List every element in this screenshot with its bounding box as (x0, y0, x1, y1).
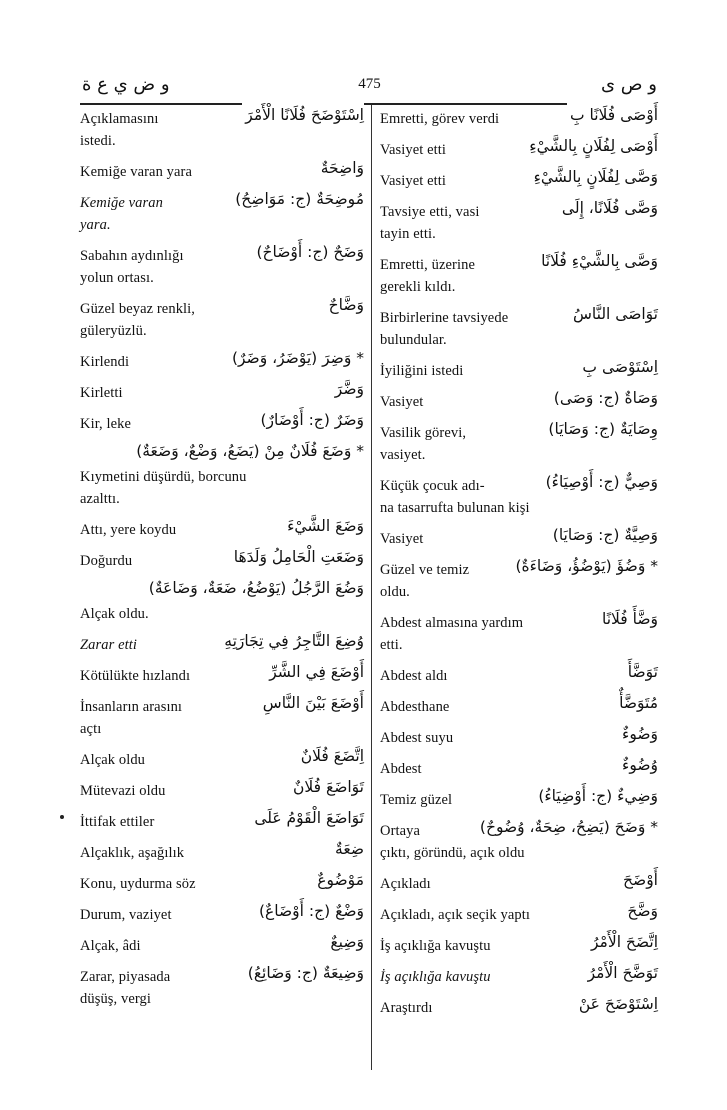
arabic-headword: مُتَوَضَّأٌ (616, 690, 658, 716)
arabic-headword: مَوْضُوعٌ (314, 867, 364, 893)
dictionary-entry (380, 108, 658, 130)
arabic-headword: تَوَاضَعَ الْقَوْمُ عَلَى (251, 805, 364, 831)
arabic-headword: * وَضَحَ (يَضِحُ، ضِحَةٌ، وُضُوحٌ) (477, 814, 658, 840)
arabic-headword: تَوَاصَى النَّاسُ (570, 301, 658, 327)
arabic-headword: وَضَعَ الشَّيْءَ (284, 513, 364, 539)
turkish-meaning: Mütevazi oldu (80, 783, 166, 799)
turkish-meaning: Abdest (380, 761, 422, 777)
dictionary-entry (80, 581, 364, 625)
dictionary-entry (80, 935, 364, 957)
turkish-meaning: açtı (80, 721, 102, 737)
arabic-headword: أَوْضَعَ فِي الشَّرِّ (266, 659, 364, 685)
arabic-headword: وَضَّحَ (624, 898, 658, 924)
turkish-meaning: Kötülükte hızlandı (80, 668, 191, 684)
arabic-headword: وُضِعَ التَّاجِرُ فِي تِجَارَتِهِ (221, 628, 364, 654)
turkish-meaning: Alçak, âdi (80, 938, 141, 954)
arabic-headword: * وَضِرَ (يَوْضَرُ، وَضَرٌ) (229, 345, 364, 371)
dictionary-entry (80, 904, 364, 926)
dictionary-entry (80, 665, 364, 687)
header-root-letters-left: و ض ي ع ة (82, 74, 170, 95)
dictionary-entry (380, 904, 658, 926)
turkish-meaning: Durum, vaziyet (80, 907, 172, 923)
turkish-meaning: düşüş, vergi (80, 991, 152, 1007)
column-divider (371, 105, 372, 1070)
dictionary-entry (80, 550, 364, 572)
turkish-meaning: Abdest aldı (380, 668, 448, 684)
dictionary-entry (80, 842, 364, 864)
arabic-headword: وَاضِحَةٌ (318, 155, 364, 181)
turkish-meaning: İş açıklığa kavuştu (380, 938, 491, 954)
turkish-meaning: İttifak ettiler (80, 814, 155, 830)
arabic-headword: وَضَعَتِ الْحَامِلُ وَلَدَهَا (231, 544, 364, 570)
dictionary-entry (380, 935, 658, 957)
dictionary-entry (380, 170, 658, 192)
turkish-meaning: Zarar, piyasada (80, 969, 171, 985)
turkish-meaning: tayin etti. (380, 226, 436, 242)
arabic-headword: أَوْضَحَ (620, 867, 658, 893)
arabic-headword: تَوَضَّحَ الْأَمْرُ (585, 960, 658, 986)
turkish-meaning: Sabahın aydınlığı (80, 248, 184, 264)
arabic-headword: وِصَايَةٌ (ج: وَصَايَا) (545, 416, 658, 442)
arabic-headword: وَضْعٌ (ج: أَوْضَاعٌ) (256, 898, 364, 924)
turkish-meaning: gerekli kıldı. (380, 279, 456, 295)
turkish-meaning: bulundular. (380, 332, 447, 348)
dictionary-entry (380, 612, 658, 656)
turkish-meaning: yara. (80, 217, 111, 233)
arabic-headword: اِسْتَوْضَحَ عَنْ (576, 991, 658, 1017)
turkish-meaning: Kir, leke (80, 416, 132, 432)
turkish-meaning: İnsanların arasını (80, 699, 183, 715)
turkish-meaning: Zarar etti (80, 637, 137, 653)
arabic-headword: وَضَّاحٌ (326, 292, 364, 318)
arabic-headword: وَضَّرَ (332, 376, 364, 402)
arabic-headword: وَضَّأَ فُلَانًا (599, 606, 658, 632)
arabic-headword: مُوضِحَةٌ (ج: مَوَاضِحُ) (232, 186, 364, 212)
turkish-meaning: Güzel ve temiz (380, 562, 470, 578)
turkish-meaning: Vasiyet (380, 531, 424, 547)
turkish-meaning: Açıklamasını (80, 111, 159, 127)
margin-mark (60, 815, 64, 819)
dictionary-entry (380, 727, 658, 749)
turkish-meaning: Kemiğe varan yara (80, 164, 193, 180)
arabic-headword: وَصِيٌّ (ج: أَوْصِيَاءُ) (543, 469, 658, 495)
dictionary-entry (380, 758, 658, 780)
turkish-meaning: oldu. (380, 584, 410, 600)
arabic-headword: * وَضَعَ فُلَانٌ مِنْ (يَضَعُ، وَضْعٌ، وَضَعَةٌ) (133, 438, 364, 464)
dictionary-entry (80, 298, 364, 342)
turkish-meaning: Vasiyet etti (380, 142, 447, 158)
turkish-meaning: Doğurdu (80, 553, 133, 569)
turkish-meaning: Ortaya (380, 823, 421, 839)
turkish-meaning: Araştırdı (380, 1000, 433, 1016)
dictionary-entry (380, 789, 658, 811)
turkish-meaning: Konu, uydurma söz (80, 876, 196, 892)
dictionary-entry (80, 382, 364, 404)
dictionary-entry (380, 139, 658, 161)
arabic-headword: وَضُعَ الرَّجُلُ (يَوْضُعُ، ضَعَةٌ، وَضَاعَةٌ) (146, 575, 364, 601)
arabic-headword: وَصَّى فُلَانًا، إِلَى (559, 195, 658, 221)
dictionary-entry (80, 811, 364, 833)
turkish-meaning: etti. (380, 637, 403, 653)
dictionary-entry (380, 966, 658, 988)
arabic-headword: وَضَحٌ (ج: أَوْضَاحٌ) (253, 239, 364, 265)
turkish-meaning: Kirlendi (80, 354, 130, 370)
arabic-headword: اِتَّضَعَ فُلَانٌ (298, 743, 364, 769)
dictionary-entry (80, 696, 364, 740)
turkish-meaning: İş açıklığa kavuştu (380, 969, 491, 985)
turkish-meaning: vasiyet. (380, 447, 426, 463)
turkish-meaning: Küçük çocuk adı- (380, 478, 485, 494)
page-header (82, 74, 657, 100)
arabic-headword: وَصَاةٌ (ج: وَصَى) (551, 385, 658, 411)
dictionary-entry (80, 780, 364, 802)
turkish-meaning: Vasiyet etti (380, 173, 447, 189)
turkish-meaning: çıktı, göründü, açık oldu (380, 845, 525, 861)
turkish-meaning: Abdesthane (380, 699, 450, 715)
turkish-meaning: Açıkladı, açık seçik yaptı (380, 907, 530, 923)
arabic-headword: اِسْتَوْضَحَ فُلَانًا الْأَمْرَ (242, 102, 364, 128)
dictionary-entry (380, 528, 658, 550)
turkish-meaning: Kemiğe varan (80, 195, 163, 211)
arabic-headword: وَصَّى بِالشَّيْءِ فُلَانًا (538, 248, 658, 274)
dictionary-entry (380, 820, 658, 864)
dictionary-entry (80, 634, 364, 656)
turkish-meaning: Alçak oldu (80, 752, 146, 768)
dictionary-entry (80, 161, 364, 183)
arabic-headword: تَوَضَّأَ (625, 659, 658, 685)
turkish-meaning: Kirletti (80, 385, 123, 401)
dictionary-entry (80, 873, 364, 895)
dictionary-entry (80, 245, 364, 289)
arabic-headword: أَوْضَعَ بَيْنَ النَّاسِ (260, 690, 364, 716)
dictionary-entry (380, 391, 658, 413)
dictionary-entry (80, 444, 364, 510)
dictionary-entry (380, 360, 658, 382)
turkish-meaning: Tavsiye etti, vasi (380, 204, 480, 220)
turkish-meaning: Alçaklık, aşağılık (80, 845, 185, 861)
arabic-headword: وَضَرٌ (ج: أَوْضَارٌ) (257, 407, 364, 433)
dictionary-entry (380, 873, 658, 895)
turkish-meaning: Emretti, üzerine (380, 257, 476, 273)
arabic-headword: وَضِيعٌ (327, 929, 364, 955)
turkish-meaning: güleryüzlü. (80, 323, 147, 339)
dictionary-entry (380, 696, 658, 718)
arabic-headword: وَصِيَّةٌ (ج: وَصَايَا) (550, 522, 658, 548)
arabic-headword: أَوْصَى لِفُلَانٍ بِالشَّيْءِ (526, 133, 658, 159)
turkish-meaning: istedi. (80, 133, 116, 149)
arabic-headword: اِسْتَوْصَى بِ (579, 354, 658, 380)
turkish-meaning: na tasarrufta bulunan kişi (380, 500, 530, 516)
turkish-meaning: Açıkladı (380, 876, 431, 892)
dictionary-entry (380, 475, 658, 519)
turkish-meaning: Temiz güzel (380, 792, 453, 808)
dictionary-entry (80, 108, 364, 152)
dictionary-entry (380, 422, 658, 466)
dictionary-entry (380, 307, 658, 351)
arabic-headword: وَضِيءٌ (ج: أَوْضِيَاءُ) (535, 783, 658, 809)
arabic-headword: وَصَّى لِفُلَانٍ بِالشَّيْءِ (531, 164, 658, 190)
turkish-meaning: İyiliğini istedi (380, 363, 464, 379)
dictionary-entry (80, 192, 364, 236)
turkish-meaning: Birbirlerine tavsiyede (380, 310, 509, 326)
dictionary-entry (80, 749, 364, 771)
turkish-meaning: Güzel beyaz renkli, (80, 301, 196, 317)
turkish-meaning: Vasiyet (380, 394, 424, 410)
dictionary-entry (380, 665, 658, 687)
dictionary-entry (80, 519, 364, 541)
arabic-headword: اِتَّضَحَ الْأَمْرُ (588, 929, 658, 955)
turkish-meaning: Abdest almasına yardım (380, 615, 524, 631)
turkish-meaning: yolun ortası. (80, 270, 154, 286)
arabic-headword: ضِعَةٌ (332, 836, 364, 862)
turkish-meaning: Emretti, görev verdi (380, 111, 500, 127)
arabic-headword: * وَضُؤَ (يَوْضُؤُ، وَضَاءَةٌ) (512, 553, 658, 579)
dictionary-entry (80, 351, 364, 373)
dictionary-entry (380, 254, 658, 298)
dictionary-entry (80, 966, 364, 1010)
arabic-headword: تَوَاضَعَ فُلَانٌ (290, 774, 364, 800)
dictionary-entry (380, 559, 658, 603)
arabic-headword: وُضُوءٌ (619, 752, 658, 778)
turkish-meaning: Attı, yere koydu (80, 522, 177, 538)
turkish-meaning: Abdest suyu (380, 730, 454, 746)
turkish-meaning: Kıymetini düşürdü, borcunu (80, 469, 247, 485)
dictionary-entry (380, 997, 658, 1019)
turkish-meaning: azalttı. (80, 491, 120, 507)
turkish-meaning: Alçak oldu. (80, 606, 149, 622)
turkish-meaning: Vasilik görevi, (380, 425, 467, 441)
dictionary-entry (80, 413, 364, 435)
arabic-headword: أَوْصَى فُلَانًا بِ (567, 102, 658, 128)
dictionary-entry (380, 201, 658, 245)
arabic-headword: وَضُوءٌ (619, 721, 658, 747)
arabic-headword: وَضِيعَةٌ (ج: وَضَائِعُ) (245, 960, 364, 986)
header-root-letters-right: و ص ى (601, 74, 657, 95)
page-number: 475 (358, 76, 381, 92)
